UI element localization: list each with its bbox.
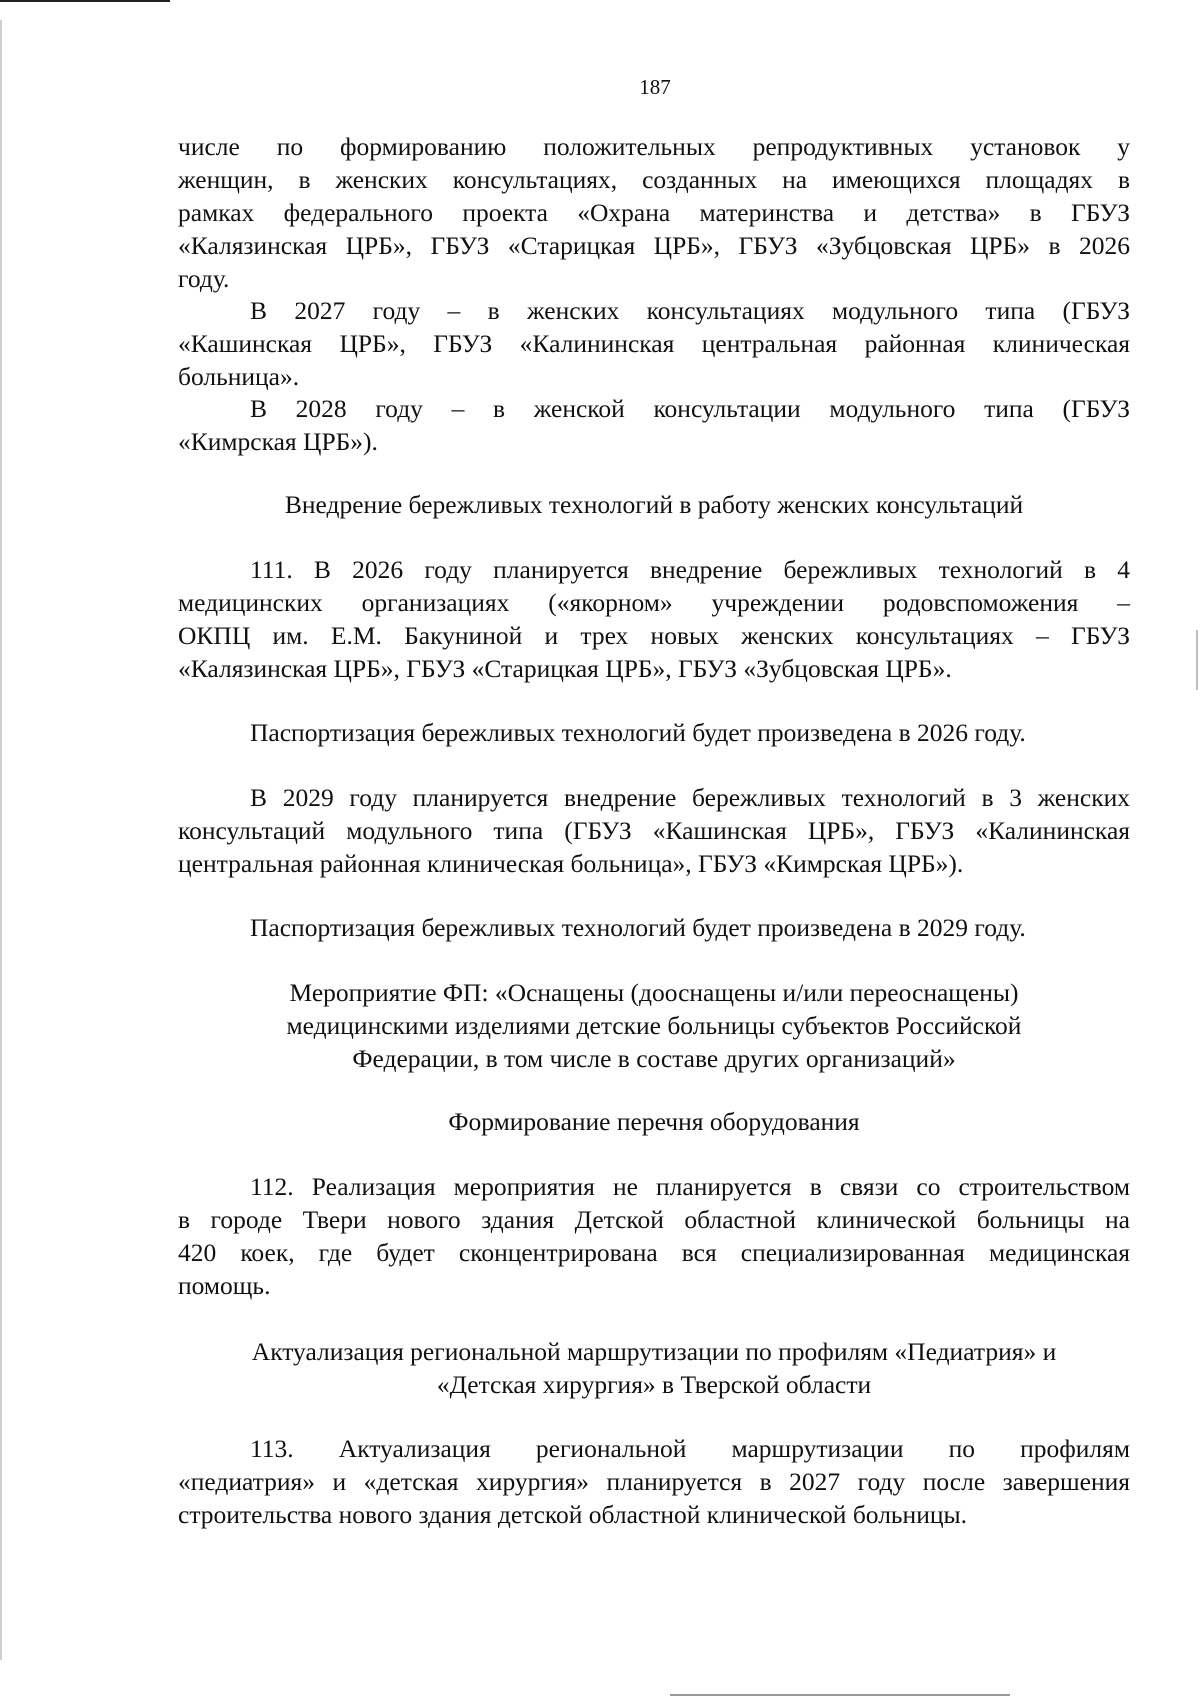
heading-line: Внедрение бережливых технологий в работу женских консультаций xyxy=(284,490,1024,519)
text-line: «Кимрская ЦРБ»). xyxy=(178,427,378,456)
text-line: ОКПЦ им. Е.М. Бакуниной и трех новых женских консультациях – ГБУЗ xyxy=(178,621,1130,650)
text-line: «Калязинская ЦРБ», ГБУЗ «Старицкая ЦРБ», ГБУЗ «Зубцовская ЦРБ». xyxy=(178,654,952,683)
text-line: В 2028 году – в женской консультации модульного типа (ГБУЗ xyxy=(250,394,1130,423)
text-line: «педиатрия» и «детская хирургия» планируется в 2027 году после завершения xyxy=(178,1467,1130,1496)
text-line: консультаций модульного типа (ГБУЗ «Кашинская ЦРБ», ГБУЗ «Калининская xyxy=(178,816,1130,845)
paragraph-2027 xyxy=(178,294,1130,393)
text-line: в городе Твери нового здания Детской областной клинической больницы на xyxy=(178,1205,1130,1234)
text-line: медицинских организациях («якорном» учреждении родовспоможения – xyxy=(178,588,1130,617)
paragraph-112 xyxy=(178,1170,1130,1302)
heading-line: Актуализация региональной маршрутизации по профилям «Педиатрия» и xyxy=(251,1337,1057,1366)
page-number: 187 xyxy=(639,75,671,99)
paragraph-111 xyxy=(178,553,1130,685)
scan-edge-mark-right xyxy=(1196,630,1198,690)
text-line: женщин, в женских консультациях, созданных на имеющихся площадях в xyxy=(178,165,1130,194)
text-line: «Кашинская ЦРБ», ГБУЗ «Калининская центральная районная клиническая xyxy=(178,329,1130,358)
text-line: В 2029 году планируется внедрение бережливых технологий в 3 женских xyxy=(250,783,1130,812)
text-line: году. xyxy=(178,264,230,293)
section-heading-equipment-list xyxy=(178,1105,1130,1138)
text-line: 420 коек, где будет сконцентрирована вся специализированная медицинская xyxy=(178,1238,1130,1267)
paragraph-passport-2029 xyxy=(178,911,1130,944)
heading-line: медицинскими изделиями детские больницы субъектов Российской xyxy=(286,1011,1022,1040)
section-heading-fp-equipment xyxy=(178,976,1130,1075)
text-line: числе по формированию положительных репродуктивных установок у xyxy=(178,132,1130,161)
text-line: Паспортизация бережливых технологий будет произведена в 2029 году. xyxy=(250,913,1026,942)
paragraph-2028 xyxy=(178,392,1130,458)
paragraph-113 xyxy=(178,1432,1130,1531)
text-line: рамках федерального проекта «Охрана материнства и детства» в ГБУЗ xyxy=(178,198,1130,227)
heading-line: Мероприятие ФП: «Оснащены (дооснащены и/или переоснащены) xyxy=(289,978,1019,1007)
text-line: В 2027 году – в женских консультациях модульного типа (ГБУЗ xyxy=(250,296,1130,325)
section-heading-regional-routing xyxy=(178,1335,1130,1401)
section-heading-lean-technologies xyxy=(178,488,1130,521)
text-line: 111. В 2026 году планируется внедрение бережливых технологий в 4 xyxy=(250,555,1130,584)
text-line: Паспортизация бережливых технологий будет произведена в 2026 году. xyxy=(250,718,1026,747)
text-line: строительства нового здания детской областной клинической больницы. xyxy=(178,1500,968,1529)
heading-line: Федерации, в том числе в составе других организаций» xyxy=(352,1044,956,1073)
heading-line: Формирование перечня оборудования xyxy=(448,1107,860,1136)
paragraph-2029 xyxy=(178,781,1130,880)
text-line: 112. Реализация мероприятия не планируется в связи со строительством xyxy=(250,1172,1130,1201)
text-line: «Калязинская ЦРБ», ГБУЗ «Старицкая ЦРБ», ГБУЗ «Зубцовская ЦРБ» в 2026 xyxy=(178,231,1130,260)
heading-line: «Детская хирургия» в Тверской области xyxy=(436,1370,872,1399)
paragraph-continuation xyxy=(178,130,1130,295)
scan-edge-mark-bottom xyxy=(670,1694,1010,1696)
text-line: центральная районная клиническая больница», ГБУЗ «Кимрская ЦРБ»). xyxy=(178,849,964,878)
text-line: помощь. xyxy=(178,1271,271,1300)
scan-edge-mark-left xyxy=(0,20,2,1660)
text-line: 113. Актуализация региональной маршрутизации по профилям xyxy=(250,1434,1130,1463)
paragraph-passport-2026 xyxy=(178,716,1130,749)
scan-edge-mark-top xyxy=(0,0,170,2)
text-line: больница». xyxy=(178,362,300,391)
